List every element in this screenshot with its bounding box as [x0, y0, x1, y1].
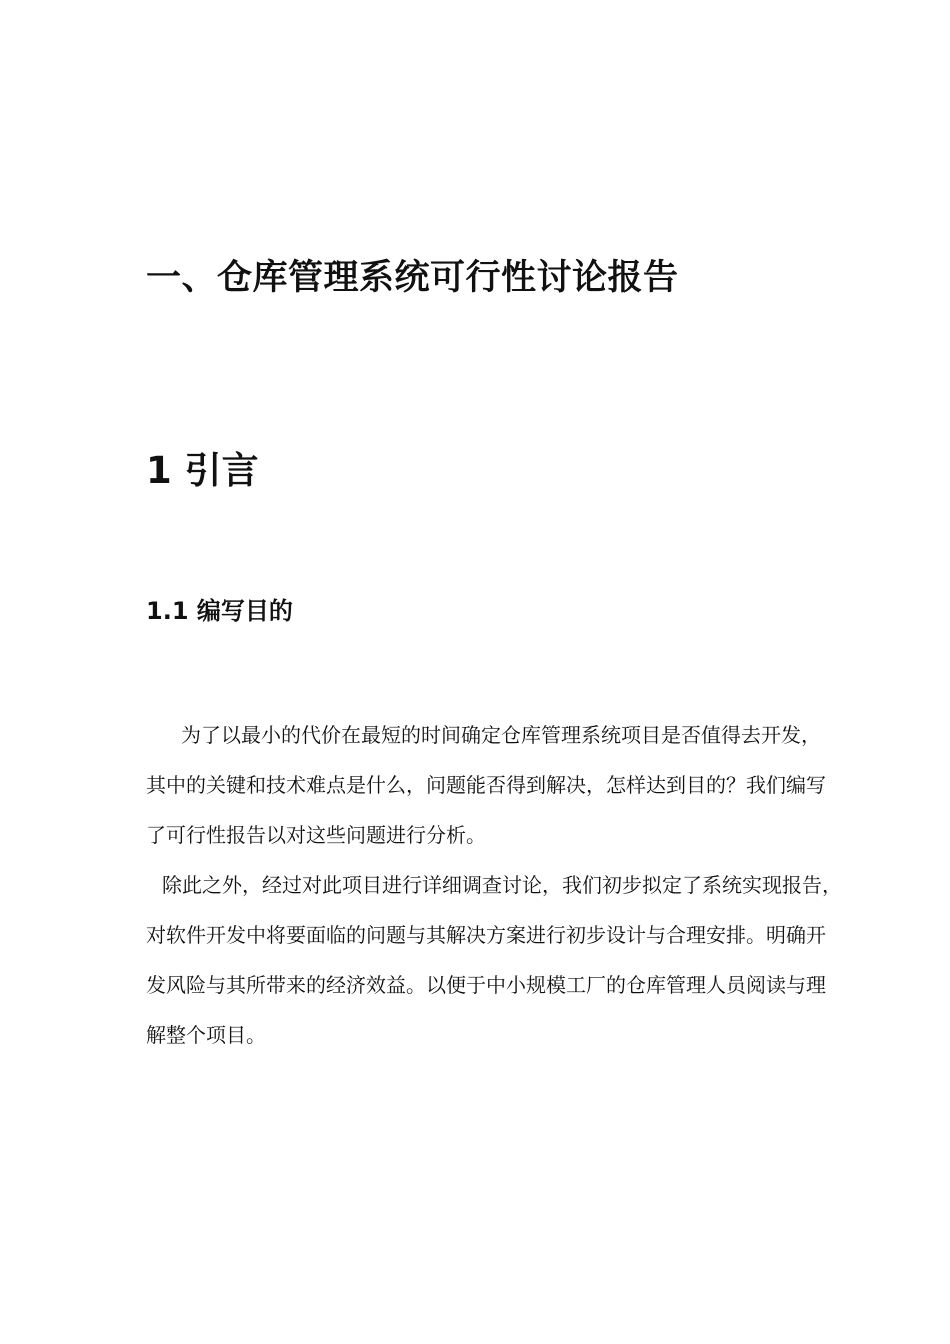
document-title: 一、仓库管理系统可行性讨论报告 [146, 258, 679, 298]
paragraph-line: 其中的关键和技术难点是什么，问题能否得到解决，怎样达到目的？我们编写 [146, 773, 826, 797]
paragraph-line: 对软件开发中将要面临的问题与其解决方案进行初步设计与合理安排。明确开 [146, 923, 826, 947]
paragraph-line: 了可行性报告以对这些问题进行分析。 [146, 823, 486, 847]
paragraph-line: 解整个项目。 [146, 1023, 266, 1047]
subsection-heading-purpose: 1.1 编写目的 [146, 597, 293, 625]
paragraph-line: 为了以最小的代价在最短的时间确定仓库管理系统项目是否值得去开发， [181, 723, 821, 747]
section-heading-introduction: 1 引言 [146, 449, 259, 492]
paragraph-line: 发风险与其所带来的经济效益。以便于中小规模工厂的仓库管理人员阅读与理 [146, 973, 826, 997]
paragraph-line: 除此之外，经过对此项目进行详细调查讨论，我们初步拟定了系统实现报告， [162, 873, 842, 897]
